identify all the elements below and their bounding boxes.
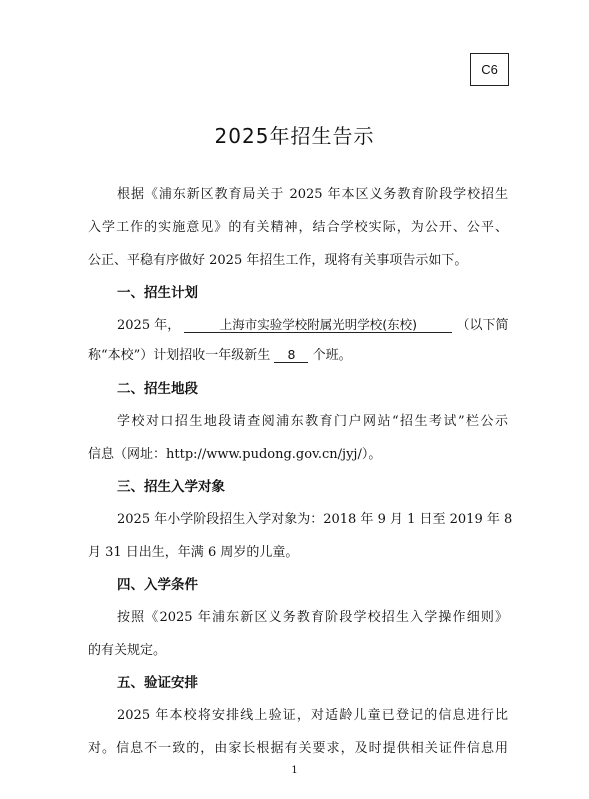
- section-1-line-2: [88, 344, 508, 363]
- year-text: 2025 年，: [117, 318, 181, 333]
- document-code: C6: [481, 62, 498, 77]
- section-4-heading: 四、入学条件: [117, 577, 198, 593]
- section-4-line-2: 的有关规定。: [88, 643, 167, 658]
- section-2-line-1: 学校对口招生地段请查阅浦东教育门户网站“招生考试”栏公示: [117, 414, 508, 429]
- intro-line-1: 根据《浦东新区教育局关于 2025 年本区义务教育阶段学校招生: [117, 187, 508, 202]
- section-3-heading: 三、招生入学对象: [117, 479, 225, 495]
- section-1-line-1: [117, 314, 537, 333]
- document-code-box: [470, 53, 509, 86]
- school-name-field: 上海市实验学校附属光明学校(东校): [184, 317, 452, 333]
- section-1-line-2-text: 称“本校”）计划招收一年级新生: [88, 348, 271, 363]
- section-5-line-1: 2025 年本校将安排线上验证，对适龄儿童已登记的信息进行比: [117, 708, 508, 723]
- section-5-heading: 五、验证安排: [117, 675, 198, 691]
- page-title: 2025年招生告示: [214, 124, 375, 148]
- section-3-line-1: 2025 年小学阶段招生入学对象为：2018 年 9 月 1 日至 2019 年 8: [117, 512, 513, 527]
- section-2-line-2: 信息（网址：http://www.pudong.gov.cn/jyj/）。: [88, 447, 382, 462]
- class-count-field: 8: [274, 347, 308, 363]
- page-number: 1: [291, 765, 298, 776]
- section-4-line-1: 按照《2025 年浦东新区义务教育阶段学校招生入学操作细则》: [117, 610, 508, 625]
- section-2-heading: 二、招生地段: [117, 381, 198, 397]
- section-1-line-1-tail: （以下简: [456, 318, 509, 333]
- section-1-heading: 一、招生计划: [117, 285, 198, 301]
- section-3-line-2: 月 31 日出生，年满 6 周岁的儿童。: [88, 545, 299, 560]
- section-1-line-2-tail: 个班。: [312, 348, 352, 363]
- section-5-line-2: 对。信息不一致的，由家长根据有关要求，及时提供相关证件信息用: [88, 741, 508, 756]
- intro-line-2: 入学工作的实施意见》的有关精神，结合学校实际，为公开、公平、: [88, 220, 508, 235]
- intro-line-3: 公正、平稳有序做好 2025 年招生工作，现将有关事项告示如下。: [88, 253, 468, 268]
